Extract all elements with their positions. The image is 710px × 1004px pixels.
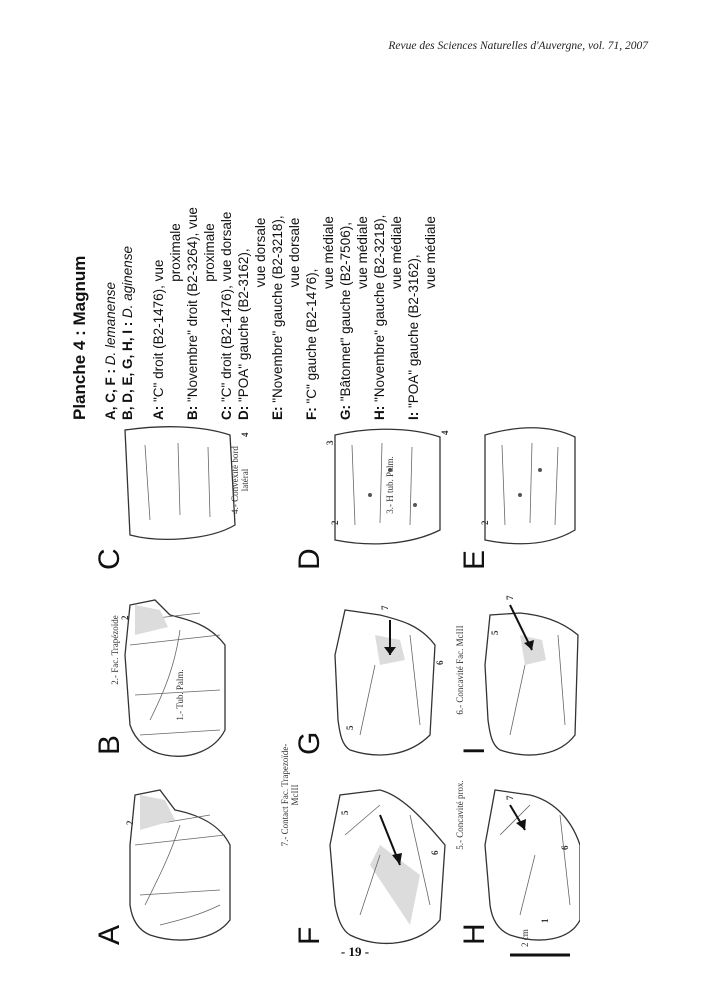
label-number: 4 <box>440 430 450 435</box>
figure-letter-f: F <box>293 926 326 945</box>
specimen-i-drawing <box>485 605 578 755</box>
taxa-line: A, C, F : D. lemanense <box>103 281 118 420</box>
label-number: 5 <box>490 630 500 635</box>
label-number: 2 <box>125 820 135 825</box>
figure-letter-c: C <box>93 548 126 570</box>
legend-item-i: I: "POA" gauche (B2-3162), vue médiale <box>406 216 438 420</box>
legend-item-d: D: "POA" gauche (B2-3162), vue dorsale <box>236 217 268 420</box>
label-number: 1 <box>540 918 550 923</box>
label-number: 3 <box>325 440 335 445</box>
scale-bar-label: 2 cm <box>520 929 530 947</box>
label-number: 2 <box>120 615 130 620</box>
journal-header: Revue des Sciences Naturelles d'Auvergne, vol. 71, 2007 <box>388 40 648 52</box>
legend-item-g: G: "Bâtonnet" gauche (B2-7506), vue médiale <box>338 216 370 420</box>
label-number: 2 <box>330 520 340 525</box>
annotation-concavite-prox: 5.- Concavité prox. <box>455 780 465 850</box>
specimen-drawings <box>80 420 580 965</box>
annotation-h-tub-palm: 3.- H tub. Palm. <box>385 456 395 514</box>
figure-letter-g: G <box>293 731 326 755</box>
figure-letter-i: I <box>458 746 491 755</box>
legend-item-a: A: "C" droit (B2-1476), vue proximale <box>151 223 183 420</box>
label-number: 2 <box>480 520 490 525</box>
plate-title: Planche 4 : Magnum <box>70 255 89 420</box>
legend-item-e: E: "Novembre" gauche (B2-3218), vue dorsale <box>270 215 302 420</box>
label-number: 6 <box>435 660 445 665</box>
label-number: 5 <box>340 810 350 815</box>
figure-letter-a: A <box>93 924 126 945</box>
specimen-c-drawing <box>125 427 235 540</box>
label-number: 5 <box>345 725 355 730</box>
plate-legend <box>70 85 580 420</box>
annotation-fac-trapezoide: 2.- Fac. Trapézoïde <box>110 615 120 685</box>
label-number: 7 <box>505 595 515 600</box>
legend-item-c: C: "C" droit (B2-1476), vue dorsale <box>219 211 234 420</box>
annotation-convexite: 4.- Convexité bord latéral <box>230 446 250 514</box>
annotation-concavite-fac: 6.- Concavité Fac. McIII <box>455 625 465 715</box>
label-number: 6 <box>430 850 440 855</box>
specimen-g-drawing <box>335 610 435 755</box>
legend-item-f: F: "C" gauche (B2-1476), vue médiale <box>304 216 336 420</box>
annotation-tub-palm: 1.- Tub. Palm. <box>175 669 185 721</box>
specimen-a-drawing <box>130 790 230 940</box>
specimen-h-drawing <box>485 790 580 940</box>
figure-letter-d: D <box>293 548 326 570</box>
taxa-line: B, D, E, G, H, I : D. aginense <box>120 245 135 420</box>
figure-letter-b: B <box>93 734 126 755</box>
label-number: 7 <box>380 605 390 610</box>
legend-item-h: H: "Novembre" gauche (B2-3218), vue médiale <box>372 214 404 420</box>
figure-letter-e: E <box>458 549 491 570</box>
label-number: 6 <box>560 845 570 850</box>
label-number: 7 <box>505 795 515 800</box>
page-number: - 19 - <box>340 944 370 959</box>
legend-item-b: B: "Novembre" droit (B2-3264), vue proximale <box>185 207 217 420</box>
specimen-e-drawing <box>485 428 575 544</box>
plate-rotated <box>70 85 580 965</box>
label-number: 4 <box>240 432 250 437</box>
figure-letter-h: H <box>458 923 491 945</box>
annotation-contact-fac: 7.- Contact Fac. Trapezoïde-McIII <box>280 743 300 847</box>
